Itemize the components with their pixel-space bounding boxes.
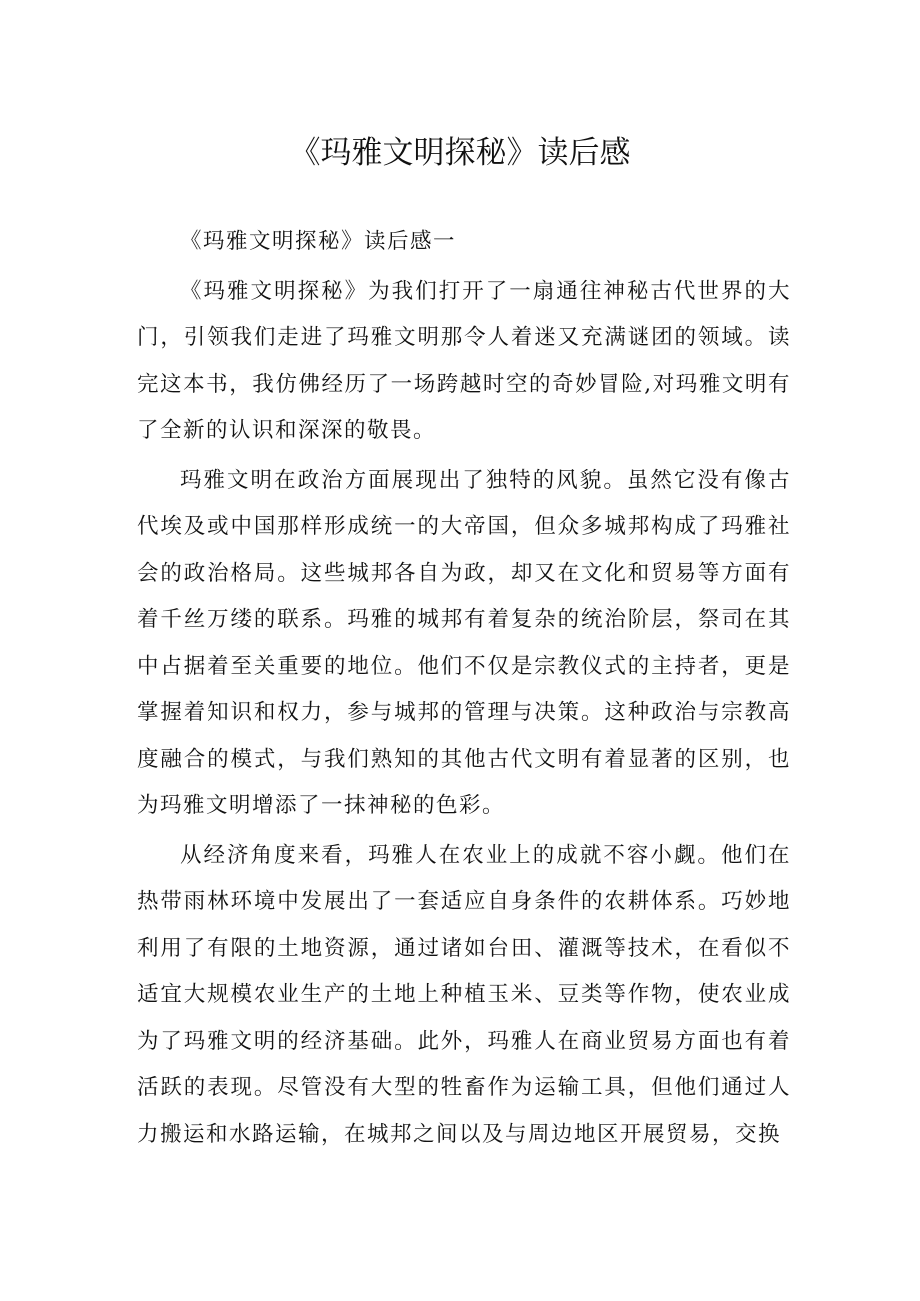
- paragraph-2: 玛雅文明在政治方面展现出了独特的风貌。虽然它没有像古代埃及或中国那样形成统一的大帝国，但众多城邦构成了玛雅社会的政治格局。这些城邦各自为政，却又在文化和贸易等方面有着千丝万缕的联系。玛雅的城邦有着复杂的统治阶层，祭司在其中占据着至关重要的地位。他们不仅是宗教仪式的主持者，更是掌握着知识和权力，参与城邦的管理与决策。这种政治与宗教高度融合的模式，与我们熟知的其他古代文明有着显著的区别，也为玛雅文明增添了一抹神秘的色彩。: [137, 467, 791, 818]
- paragraph-1: 《玛雅文明探秘》为我们打开了一扇通往神秘古代世界的大门，引领我们走进了玛雅文明那令人着迷又充满谜团的领域。读完这本书，我仿佛经历了一场跨越时空的奇妙冒险,对玛雅文明有了全新的认识和深深的敬畏。: [137, 278, 791, 443]
- document-body: [137, 219, 791, 1161]
- paragraph-3: 从经济角度来看，玛雅人在农业上的成就不容小觑。他们在热带雨林环境中发展出了一套适应自身条件的农耕体系。巧妙地利用了有限的土地资源，通过诸如台田、灌溉等技术，在看似不适宜大规模农业生产的土地上种植玉米、豆类等作物，使农业成为了玛雅文明的经济基础。此外，玛雅人在商业贸易方面也有着活跃的表现。尽管没有大型的牲畜作为运输工具，但他们通过人力搬运和水路运输，在城邦之间以及与周边地区开展贸易，交换: [137, 842, 791, 1147]
- section-heading: 《玛雅文明探秘》读后感一: [180, 229, 457, 254]
- document-title: 《玛雅文明探秘》读后感: [289, 135, 631, 171]
